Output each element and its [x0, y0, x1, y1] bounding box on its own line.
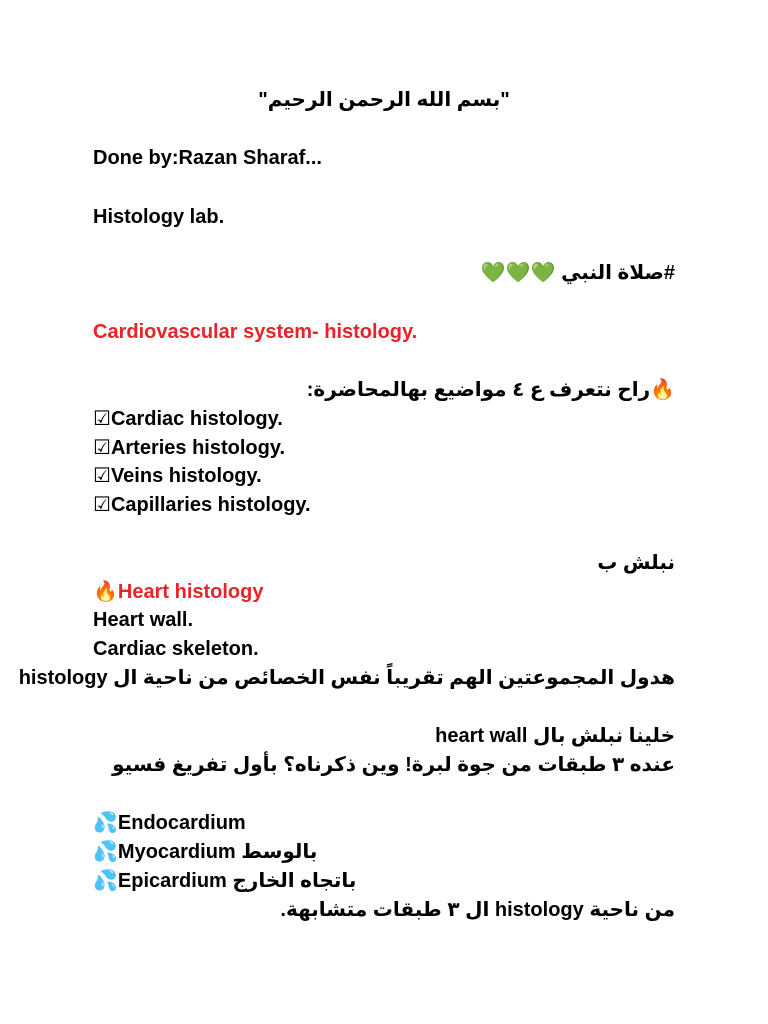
intro-line: [93, 376, 675, 404]
topic-label: Cardiac histology.: [110, 408, 283, 430]
topic-item: [93, 462, 675, 490]
checkbox-icon: ☑: [93, 494, 111, 516]
droplets-icon: 💦: [93, 841, 118, 863]
author-line: Done by:Razan Sharaf...: [93, 147, 322, 169]
fire-icon: 🔥: [93, 581, 118, 603]
topic-item: [93, 405, 675, 433]
green-heart-icon: 💚💚💚: [480, 262, 556, 284]
salawat-line: [93, 259, 675, 287]
heart-item: Cardiac skeleton.: [93, 638, 259, 660]
checkbox-icon: ☑: [93, 408, 111, 430]
layer-name: Epicardium: [117, 870, 227, 892]
heart-wall-intro-line: [93, 722, 675, 750]
heart-wall-intro-en: heart wall: [435, 725, 528, 747]
topic-item: [93, 491, 675, 519]
section-title: Cardiovascular system- histology.: [93, 321, 418, 343]
basmala: [93, 86, 675, 114]
heart-wall-intro-ar: خلينا نبلش بال: [532, 725, 675, 747]
salawat-text: #صلاة النبي: [561, 262, 675, 284]
layer-note: بالوسط: [241, 841, 318, 863]
basmala-text: "بسم الله الرحمن الرحيم": [258, 89, 510, 111]
heart-item: Heart wall.: [93, 609, 194, 631]
droplets-icon: 💦: [93, 812, 118, 834]
similar-note-ar: هدول المجموعتين الهم تقريباً نفس الخصائص من ناحية ال: [113, 667, 675, 689]
topic-label: Capillaries histology.: [110, 494, 311, 516]
topic-label: Arteries histology.: [110, 437, 286, 459]
fire-icon: 🔥: [650, 379, 675, 401]
droplets-icon: 💦: [93, 870, 118, 892]
similar-layers-ar-after: ال ٣ طبقات متشابهة.: [280, 899, 490, 921]
start-with-line: نبلش ب: [597, 552, 675, 574]
heart-heading: [93, 578, 675, 606]
similar-layers-ar-before: من ناحية: [589, 899, 675, 921]
similar-note-line: [18, 664, 675, 692]
layers-note-line: عنده ٣ طبقات من جوة لبرة! وين ذكرناه؟ بأول تفريغ فسيو: [112, 754, 675, 776]
layer-note: باتجاه الخارج: [232, 870, 357, 892]
layer-item: [93, 809, 675, 837]
layer-item: [93, 867, 675, 895]
heart-heading-text: Heart histology: [117, 581, 264, 603]
topic-item: [93, 434, 675, 462]
intro-text: راح نتعرف ع ٤ مواضيع بهالمحاضرة:: [306, 379, 651, 401]
similar-layers-line: [93, 896, 675, 924]
similar-layers-en: histology: [494, 899, 584, 921]
layer-name: Myocardium: [117, 841, 236, 863]
checkbox-icon: ☑: [93, 465, 111, 487]
layer-name: Endocardium: [117, 812, 246, 834]
topic-label: Veins histology.: [110, 465, 262, 487]
similar-note-en: histology: [18, 667, 108, 689]
course-line: Histology lab.: [93, 206, 225, 228]
checkbox-icon: ☑: [93, 437, 111, 459]
layer-item: [93, 838, 675, 866]
